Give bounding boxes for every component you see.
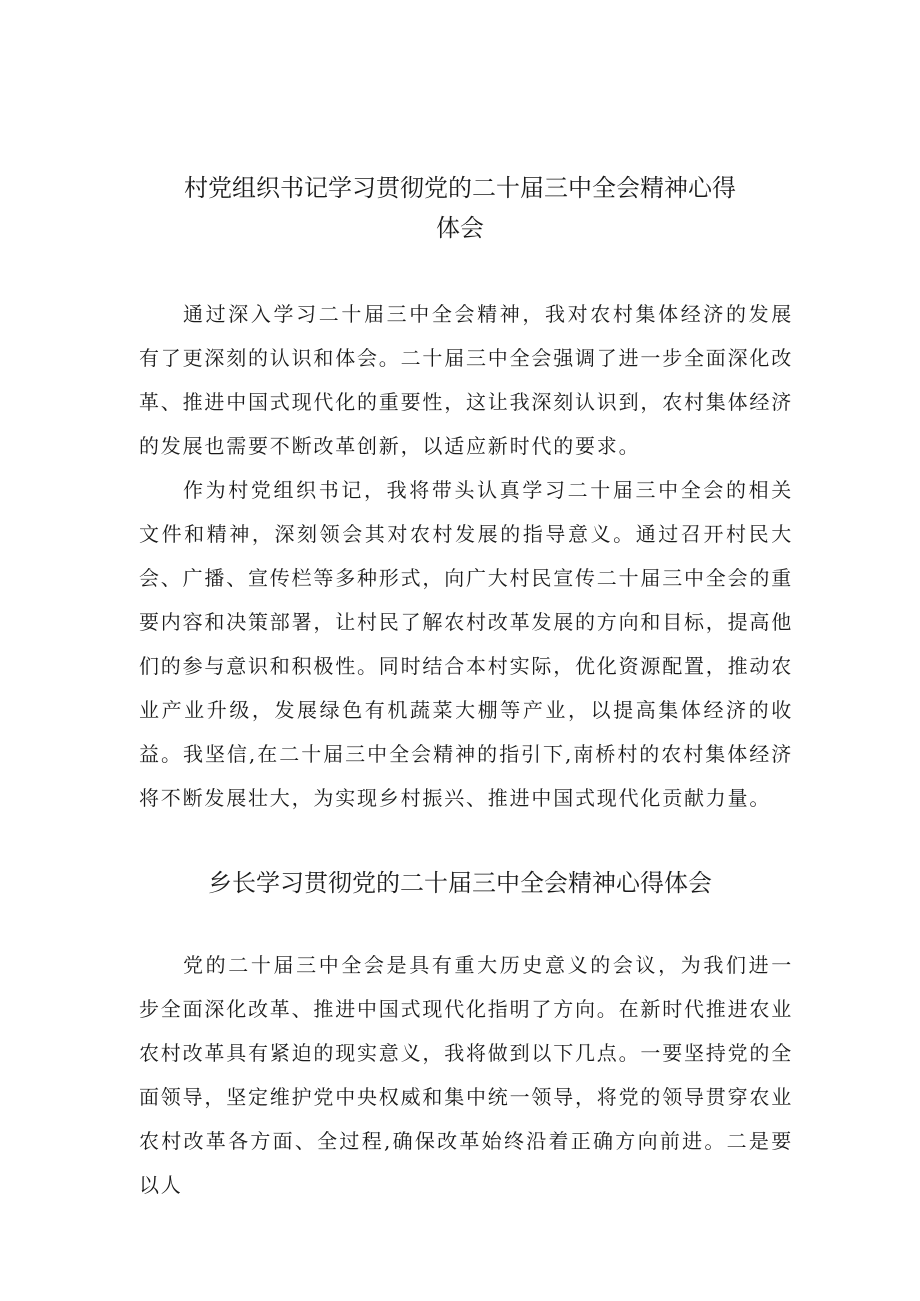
article2-title: 乡长学习贯彻党的二十届三中全会精神心得体会 xyxy=(208,869,712,897)
article2-body xyxy=(139,943,793,1207)
article1-paragraph-1: 通过深入学习二十届三中全会精神，我对农村集体经济的发展有了更深刻的认识和体会。二十届三中全会强调了进一步全面深化改革、推进中国式现代化的重要性，这让我深刻认识到，农村集体经济的发展也需要不断改革创新，以适应新时代的要求。 xyxy=(139,302,793,458)
article2-paragraph-1: 党的二十届三中全会是具有重大历史意义的会议，为我们进一步全面深化改革、推进中国式现代化指明了方向。在新时代推进农业农村改革具有紧迫的现实意义，我将做到以下几点。一要坚持党的全面领导，坚定维护党中央权威和集中统一领导，将党的领导贯穿农业农村改革各方面、全过程,确保改革始终沿着正确方向前进。二是要以人 xyxy=(139,953,793,1197)
article1-title-line2: 体会 xyxy=(436,214,484,242)
article1-paragraph-2: 作为村党组织书记，我将带头认真学习二十届三中全会的相关文件和精神，深刻领会其对农村发展的指导意义。通过召开村民大会、广播、宣传栏等多种形式，向广大村民宣传二十届三中全会的重要内容和决策部署，让村民了解农村改革发展的方向和目标，提高他们的参与意识和积极性。同时结合本村实际，优化资源配置，推动农业产业升级，发展绿色有机蔬菜大棚等产业，以提高集体经济的收益。我坚信,在二十届三中全会精神的指引下,南桥村的农村集体经济将不断发展壮大，为实现乡村振兴、推进中国式现代化贡献力量。 xyxy=(139,478,793,810)
article1-title xyxy=(0,168,920,248)
article1-title-line1: 村党组织书记学习贯彻党的二十届三中全会精神心得 xyxy=(184,174,736,202)
article1-body xyxy=(139,292,793,820)
